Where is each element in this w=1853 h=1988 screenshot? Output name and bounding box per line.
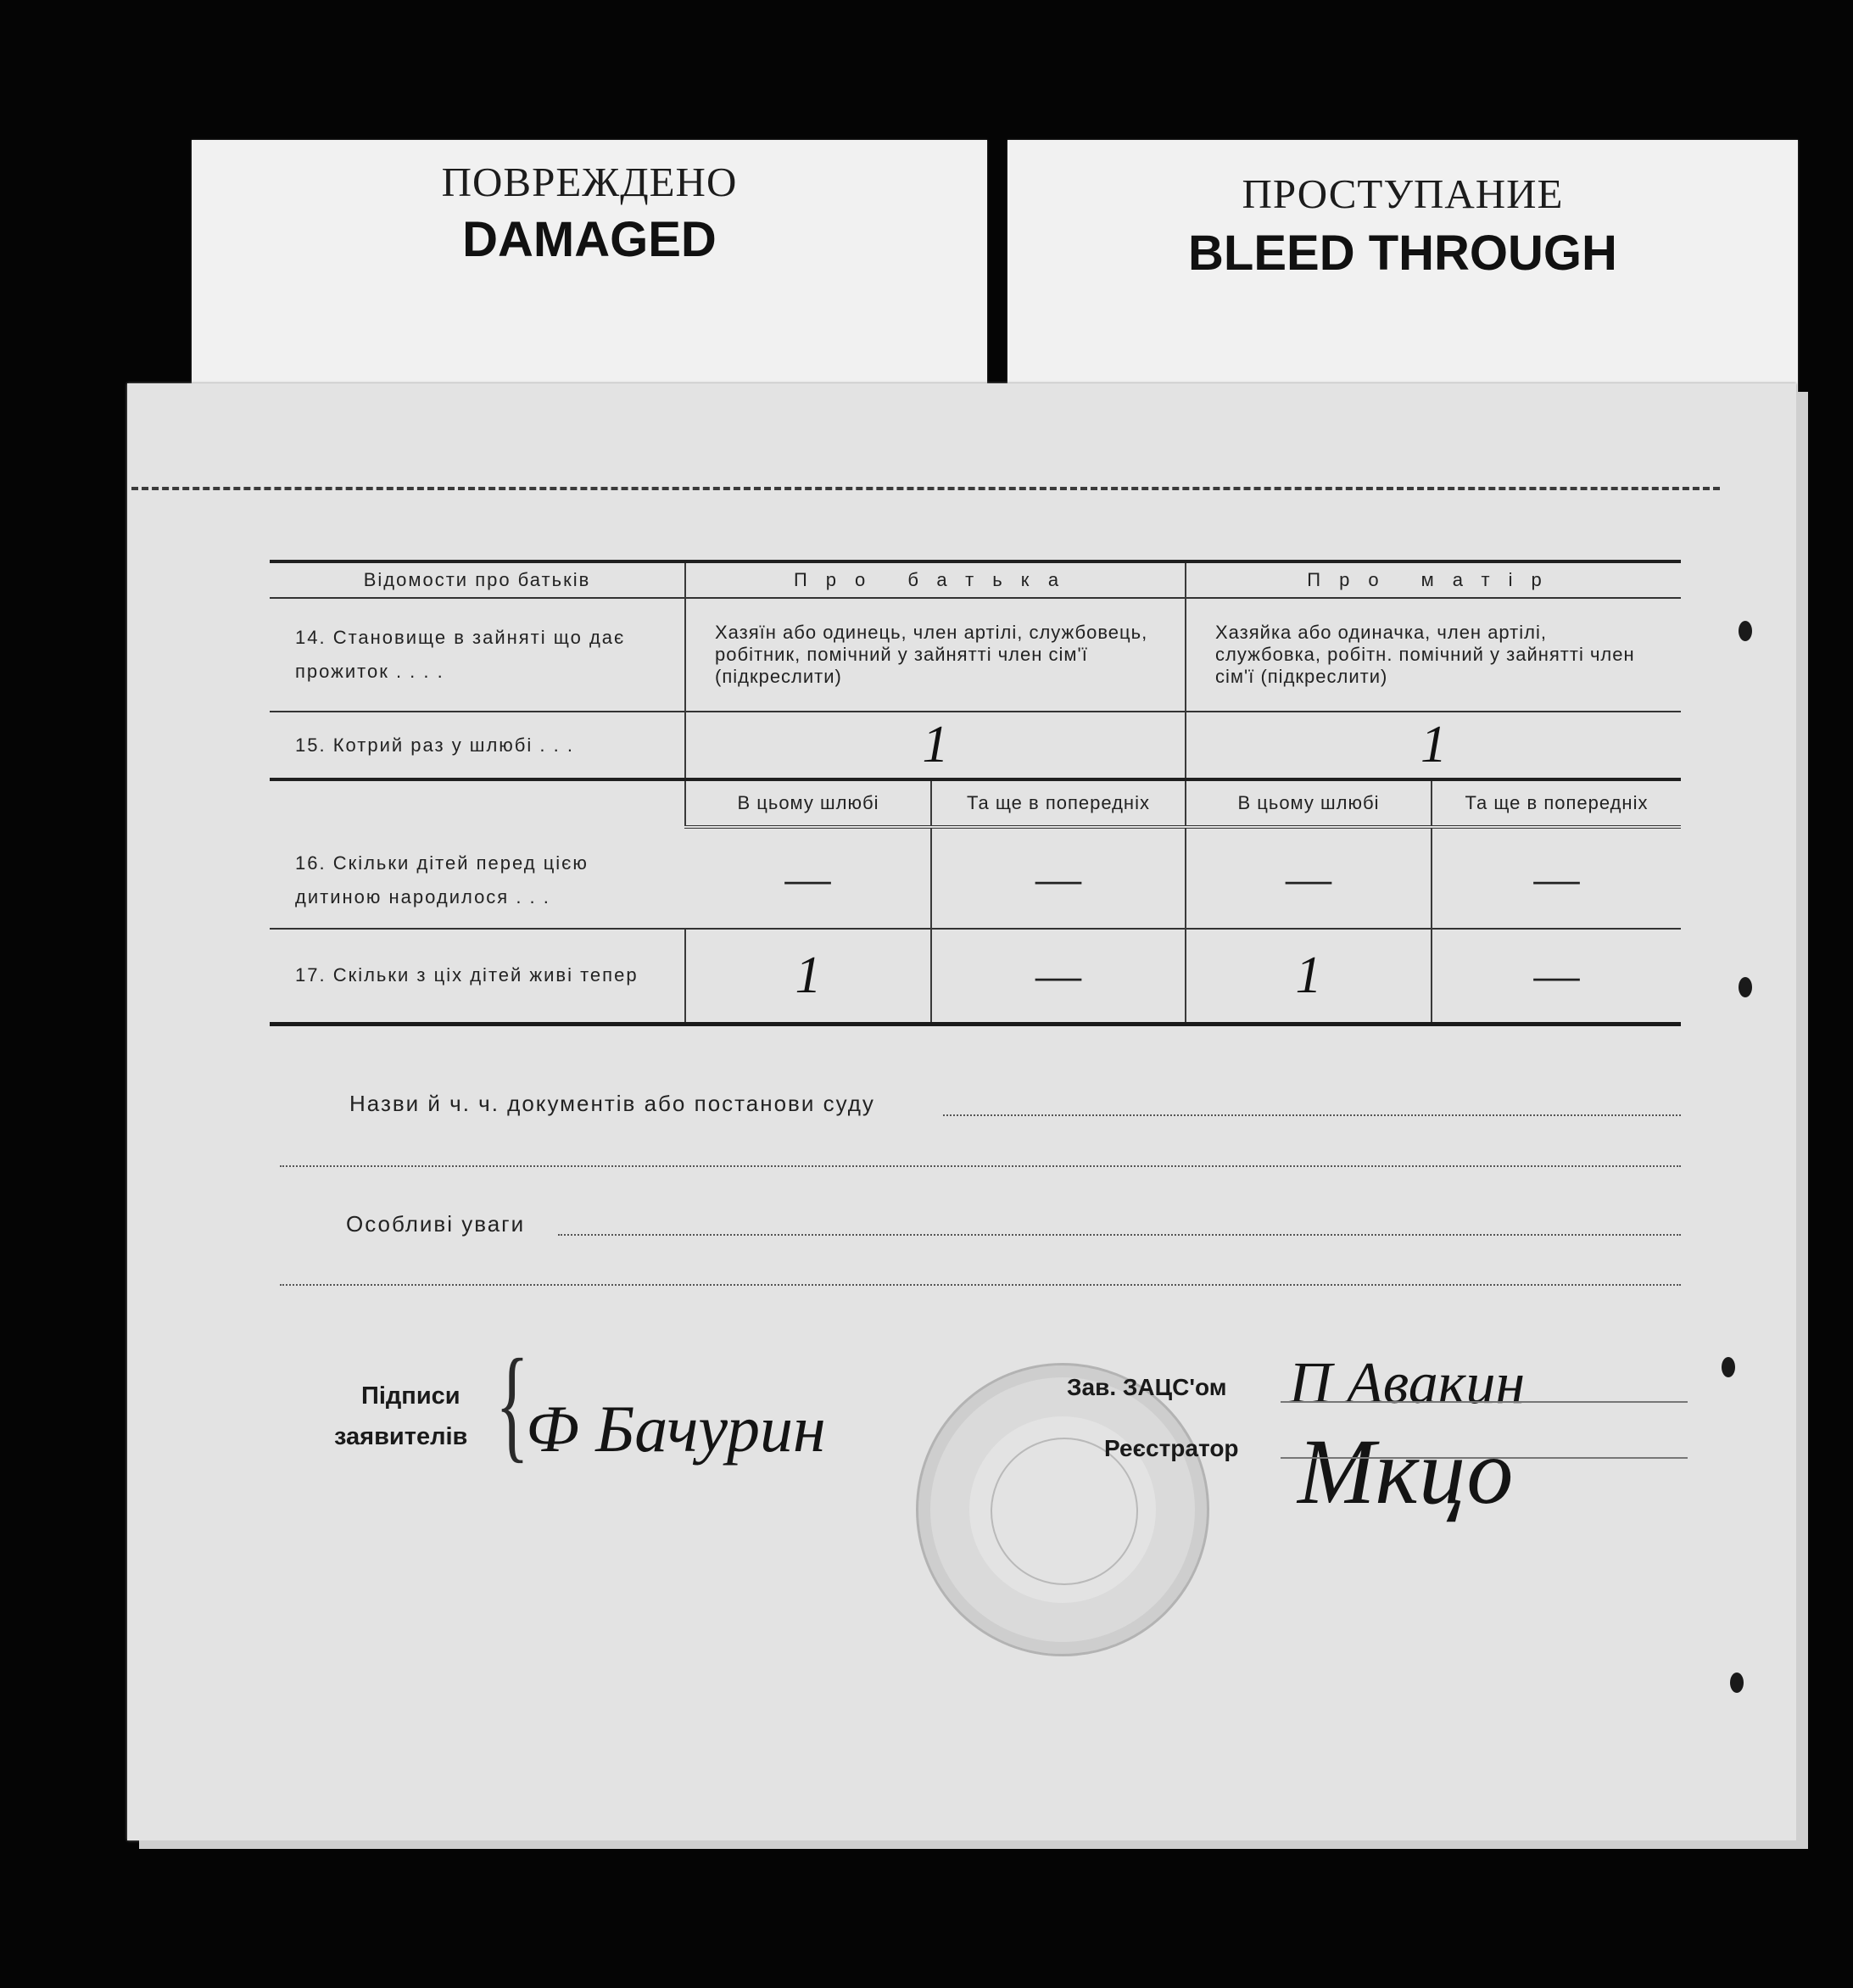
remarks-dotted-line bbox=[558, 1234, 1681, 1236]
row16-label: 16. Скільки дітей перед цією дитиною народилося . . . bbox=[295, 852, 589, 907]
row15-father-value: 1 bbox=[685, 712, 1186, 779]
remarks-label: Особливі уваги bbox=[346, 1211, 526, 1237]
bleed-through-card bbox=[1007, 140, 1798, 407]
bleed-label-en: BLEED THROUGH bbox=[1188, 226, 1617, 281]
applicant-signature: Ф Бачурин bbox=[526, 1392, 826, 1466]
row16-label-cell bbox=[270, 779, 685, 929]
punch-hole bbox=[1739, 977, 1752, 997]
punch-hole bbox=[1730, 1672, 1744, 1693]
damaged-card bbox=[192, 140, 987, 407]
head-signature-line bbox=[1281, 1401, 1688, 1403]
registrar-signature-line bbox=[1281, 1457, 1688, 1459]
row17-value: — bbox=[931, 929, 1186, 1024]
punch-hole bbox=[1722, 1357, 1735, 1377]
subheader-mother-prev: Та ще в попередніх bbox=[1432, 779, 1681, 827]
row15-mother-value: 1 bbox=[1186, 712, 1681, 779]
row16-value: — bbox=[784, 852, 831, 904]
row16-value: — bbox=[1186, 827, 1432, 929]
documents-dotted-line bbox=[943, 1114, 1681, 1116]
documents-label: Назви й ч. ч. документів або постанови суду bbox=[349, 1091, 875, 1116]
subheader-father-prev: Та ще в попередніх bbox=[931, 779, 1186, 827]
head-label: Зав. ЗАЦС'ом bbox=[1067, 1374, 1227, 1400]
row14-label: 14. Становище в зайняті що дає прожиток . . . . bbox=[270, 598, 685, 712]
brace-icon: { bbox=[495, 1333, 529, 1474]
subheader-mother-this: В цьому шлюбі bbox=[1186, 779, 1432, 827]
row16-value: — bbox=[931, 827, 1186, 929]
damaged-label-ru: ПОВРЕЖДЕНО bbox=[441, 159, 738, 205]
table-subheader-row bbox=[270, 779, 1681, 827]
parents-info-table bbox=[270, 560, 1681, 1026]
bleed-label-ru: ПРОСТУПАНИЕ bbox=[1242, 170, 1564, 217]
row17-value: 1 bbox=[685, 929, 931, 1024]
head-signature: П Авакин bbox=[1289, 1351, 1526, 1416]
table-row-17 bbox=[270, 929, 1681, 1024]
row17-value: 1 bbox=[1186, 929, 1432, 1024]
row17-value: — bbox=[1432, 929, 1681, 1024]
documents-dotted-line-2 bbox=[280, 1165, 1681, 1167]
table-row-15 bbox=[270, 712, 1681, 779]
remarks-dotted-line-2 bbox=[280, 1284, 1681, 1286]
registrar-signature: Мкцо bbox=[1298, 1420, 1514, 1523]
document-sheet bbox=[127, 383, 1796, 1840]
punch-hole bbox=[1739, 621, 1752, 641]
applicants-label-line2: заявителів bbox=[334, 1423, 468, 1450]
official-seal-stamp bbox=[916, 1363, 1209, 1656]
applicants-label-line1: Підписи bbox=[361, 1382, 460, 1410]
tear-line bbox=[131, 487, 1720, 490]
row16-value: — bbox=[1432, 827, 1681, 929]
row15-label: 15. Котрий раз у шлюбі . . . bbox=[270, 712, 685, 779]
subheader-father-this: В цьому шлюбі bbox=[685, 779, 931, 827]
header-info: Відомости про батьків bbox=[270, 561, 685, 598]
table-header-row bbox=[270, 561, 1681, 598]
table-row-14 bbox=[270, 598, 1681, 712]
header-mother: Про матір bbox=[1186, 561, 1681, 598]
row14-mother: Хазяйка або одиначка, член артілі, службовка, робітн. помічний у зайнятті член сім'ї (підкреслити) bbox=[1186, 598, 1681, 712]
header-father: Про батька bbox=[685, 561, 1186, 598]
registrar-label: Реєстратор bbox=[1104, 1435, 1239, 1461]
damaged-label-en: DAMAGED bbox=[462, 212, 717, 267]
row14-father: Хазяїн або одинець, член артілі, службовець, робітник, помічний у зайнятті член сім'ї (підкреслити) bbox=[685, 598, 1186, 712]
row17-label: 17. Скільки з ціх дітей живі тепер bbox=[270, 929, 685, 1024]
